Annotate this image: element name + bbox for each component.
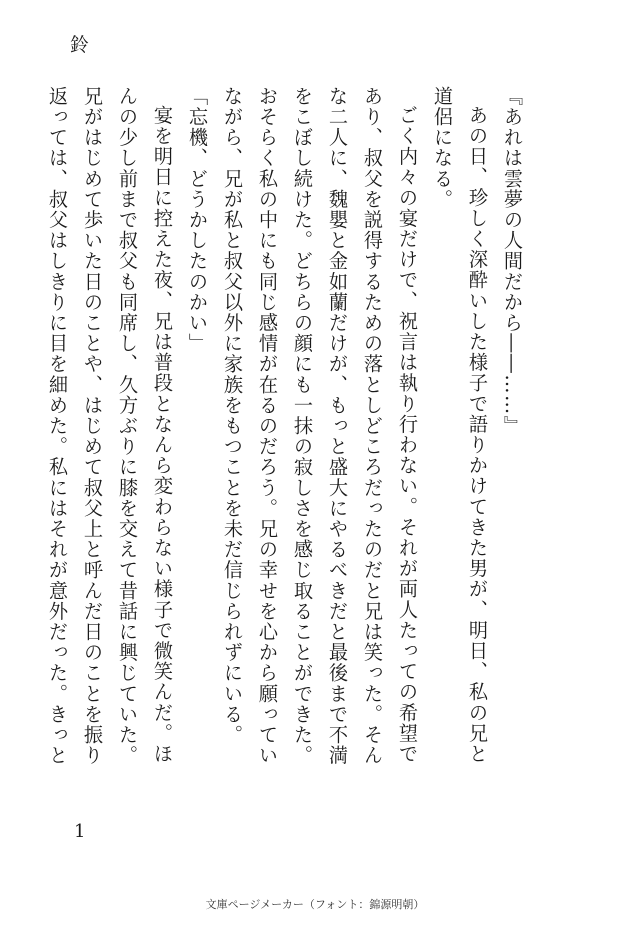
text-line: 『あれは雲夢の人間だから――……』: [501, 86, 524, 437]
text-line: 「忘機、どうかしたのかい」: [186, 86, 209, 354]
text-line: 宴を明日に控えた夜、兄は普段となんら変わらない様子で微笑んだ。ほ: [151, 105, 174, 765]
text-line: な二人に、魏嬰と金如蘭だけが、もっと盛大にやるべきだと最後まで不満: [326, 86, 349, 766]
text-line: あの日、珍しく深酔いした様子で語りかけてきた男が、明日、私の兄と: [466, 105, 489, 765]
text-line: おそらく私の中にも同じ感情が在るのだろう。兄の幸せを心から願ってい: [256, 86, 279, 766]
text-line: 返っては、叔父はしきりに目を細めた。私にはそれが意外だった。きっと: [46, 86, 69, 766]
text-line: んの少し前まで叔父も同席し、久方ぶりに膝を交えて昔話に興じていた。: [116, 86, 139, 766]
page-number: 1: [74, 821, 86, 842]
body-text: [40, 86, 530, 806]
page-title: 鈴: [70, 34, 90, 56]
text-line: をこぼし続けた。どちらの顔にも一抹の寂しさを感じ取ることができた。: [291, 86, 314, 766]
text-line: ながら、兄が私と叔父以外に家族をもつことを未だ信じられずにいる。: [221, 86, 244, 746]
text-line: あり、叔父を説得するための落としどころだったのだと兄は笑った。そん: [361, 86, 384, 766]
text-line: 道侶になる。: [431, 86, 454, 210]
text-line: ごく内々の宴だけで、祝言は執り行わない。それが両人たっての希望で: [396, 105, 419, 765]
text-line: 兄がはじめて歩いた日のことや、はじめて叔父上と呼んだ日のことを振り: [81, 86, 104, 766]
footer-credit: 文庫ページメーカー（フォント：錦源明朝）: [205, 898, 425, 911]
